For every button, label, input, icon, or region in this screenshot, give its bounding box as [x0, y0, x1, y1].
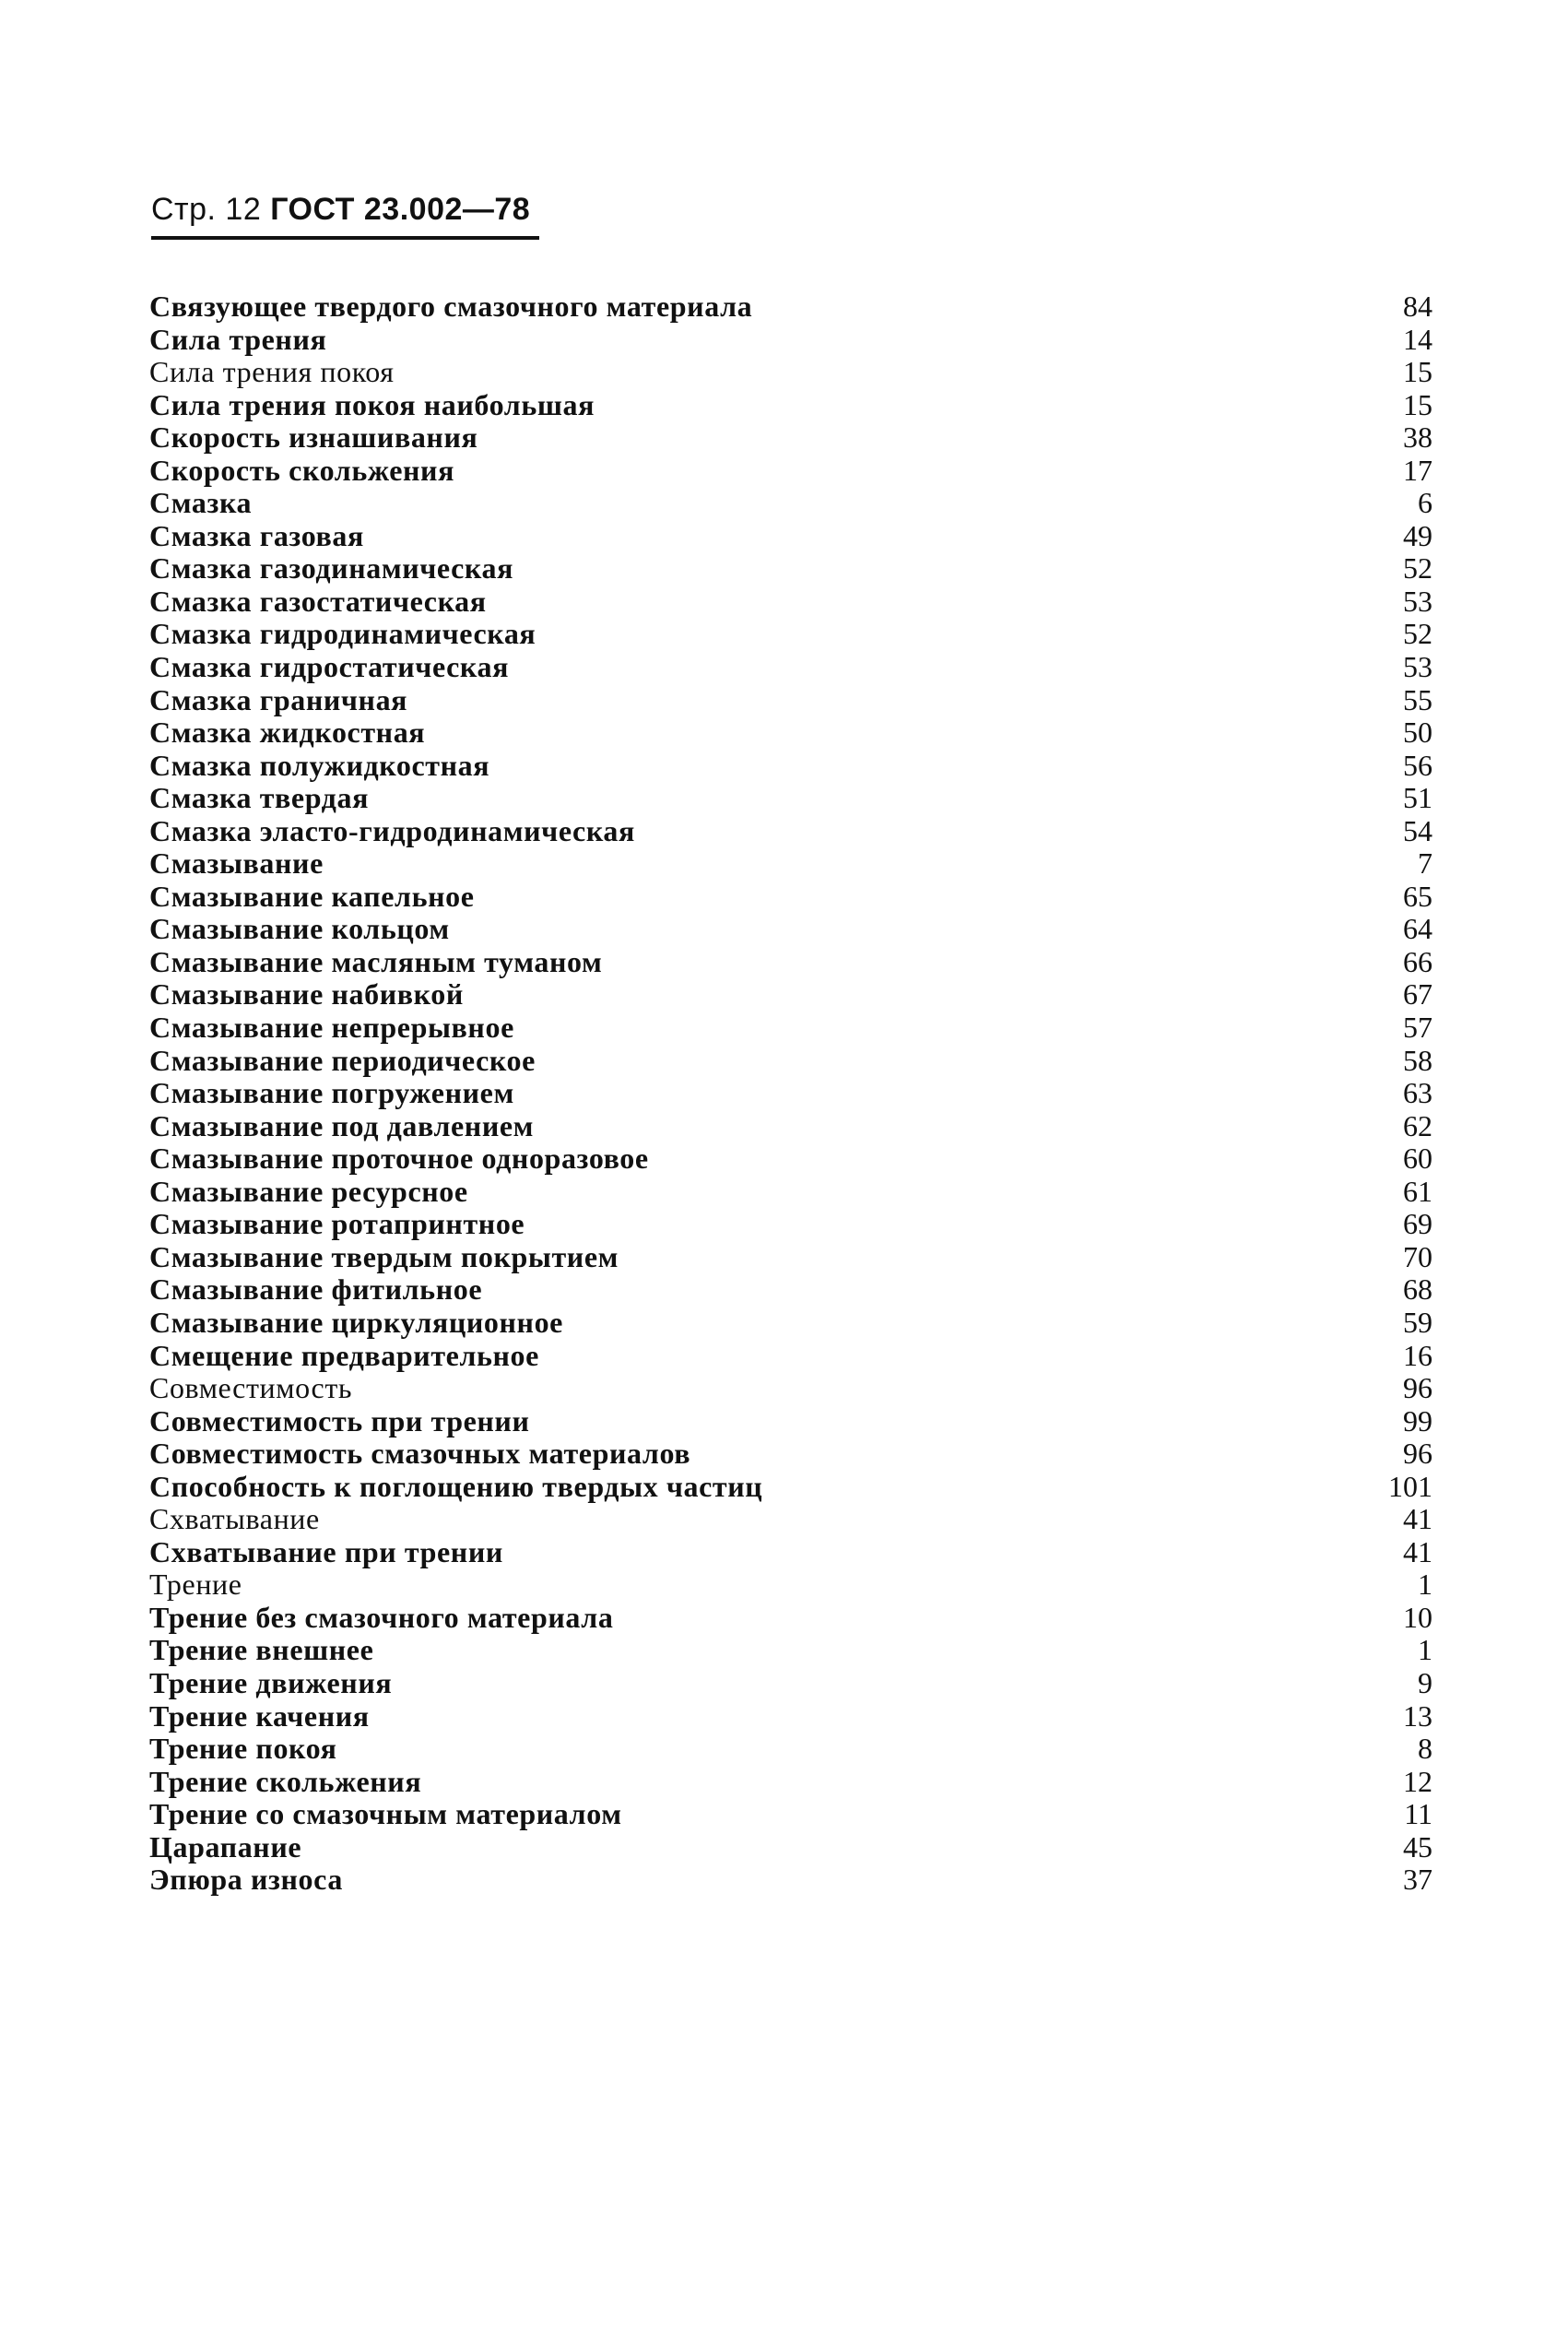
index-page-number: 8: [1418, 1732, 1432, 1766]
index-entry: [149, 586, 1432, 619]
index-entry: [149, 978, 1432, 1012]
index-entry: [149, 1176, 1432, 1209]
index-page-number: 96: [1403, 1437, 1432, 1471]
index-entry: [149, 1864, 1432, 1897]
index-page-number: 56: [1403, 748, 1432, 782]
index-page-number: 63: [1403, 1076, 1432, 1110]
index-term: Сила трения покоя наибольшая: [149, 387, 595, 421]
index-page-number: 1: [1418, 1633, 1432, 1667]
index-term: Смазывание фитильное: [149, 1272, 483, 1307]
running-header: [151, 192, 530, 228]
index-entry: [149, 881, 1432, 914]
index-term: Сила трения: [149, 322, 327, 356]
index-term: Эпюра износа: [149, 1863, 343, 1897]
index-page-number: 66: [1403, 944, 1432, 978]
index-entry: [149, 356, 1432, 389]
index-term: Смазка: [149, 486, 253, 520]
index-entry: [149, 1536, 1432, 1569]
index-term: Смазывание под давлением: [149, 1108, 535, 1142]
page-number-label: Стр. 12: [151, 192, 262, 227]
index-page-number: 16: [1403, 1338, 1432, 1372]
index-page-number: 7: [1418, 846, 1432, 881]
index-term: Смазка граничная: [149, 682, 408, 716]
index-term: Смазка газовая: [149, 518, 364, 552]
index-page-number: 14: [1403, 322, 1432, 356]
index-term: Трение со смазочным материалом: [149, 1797, 622, 1831]
index-term: Смазывание: [149, 846, 324, 881]
index-page-number: 50: [1403, 716, 1432, 750]
index-entry: [149, 389, 1432, 422]
index-page-number: 57: [1403, 1011, 1432, 1045]
index-page-number: 53: [1403, 584, 1432, 618]
index-entry: [149, 290, 1432, 324]
standard-designation: ГОСТ 23.002—78: [270, 192, 531, 227]
index-page-number: 60: [1403, 1142, 1432, 1176]
index-page-number: 101: [1388, 1469, 1432, 1503]
index-entry: [149, 1602, 1432, 1635]
index-term: Смазывание набивкой: [149, 977, 464, 1012]
index-term: Смазка эласто-гидродинамическая: [149, 813, 635, 847]
index-entry: [149, 1568, 1432, 1602]
index-page-number: 58: [1403, 1043, 1432, 1077]
index-page-number: 1: [1418, 1568, 1432, 1602]
alphabetical-term-index: [149, 290, 1432, 1897]
index-term: Смазывание ротапринтное: [149, 1207, 525, 1241]
index-term: Смазывание непрерывное: [149, 1011, 514, 1045]
index-page-number: 67: [1403, 977, 1432, 1012]
index-term: Трение покоя: [149, 1732, 337, 1766]
index-term: Схватывание: [149, 1502, 320, 1536]
index-page-number: 17: [1403, 453, 1432, 487]
index-term: Смазывание проточное одноразовое: [149, 1142, 649, 1176]
index-page-number: 52: [1403, 551, 1432, 586]
index-entry: [149, 1700, 1432, 1733]
index-page-number: 9: [1418, 1665, 1432, 1699]
index-page-number: 61: [1403, 1174, 1432, 1208]
index-term: Смазывание масляным туманом: [149, 944, 603, 978]
index-page-number: 99: [1403, 1403, 1432, 1438]
index-entry: [149, 1208, 1432, 1241]
index-page-number: 41: [1403, 1502, 1432, 1536]
index-entry: [149, 1077, 1432, 1110]
index-entry: [149, 1142, 1432, 1176]
index-entry: [149, 520, 1432, 553]
index-entry: [149, 651, 1432, 684]
index-entry: [149, 1831, 1432, 1864]
index-page-number: 49: [1403, 518, 1432, 552]
index-page-number: 59: [1403, 1305, 1432, 1339]
index-page-number: 15: [1403, 355, 1432, 389]
index-term: Сила трения покоя: [149, 355, 395, 389]
index-entry: [149, 1340, 1432, 1373]
index-term: Совместимость при трении: [149, 1403, 530, 1438]
index-term: Скорость скольжения: [149, 453, 455, 487]
index-term: Трение внешнее: [149, 1633, 374, 1667]
index-entry: [149, 815, 1432, 848]
index-page-number: 62: [1403, 1108, 1432, 1142]
index-entry: [149, 1307, 1432, 1340]
index-entry: [149, 421, 1432, 455]
index-term: Совместимость: [149, 1371, 353, 1405]
index-entry: [149, 847, 1432, 881]
index-term: Смазка гидростатическая: [149, 650, 510, 684]
index-page-number: 37: [1403, 1863, 1432, 1897]
index-entry: [149, 1733, 1432, 1766]
index-term: Связующее твердого смазочного материала: [149, 290, 753, 323]
index-entry: [149, 1667, 1432, 1700]
index-page-number: 69: [1403, 1207, 1432, 1241]
index-term: Трение движения: [149, 1665, 393, 1699]
index-entry: [149, 1798, 1432, 1831]
index-entry: [149, 1045, 1432, 1078]
index-term: Смазывание кольцом: [149, 912, 450, 946]
index-page-number: 64: [1403, 912, 1432, 946]
index-entry: [149, 684, 1432, 717]
index-term: Схватывание при трении: [149, 1534, 503, 1568]
index-term: Трение без смазочного материала: [149, 1600, 614, 1634]
index-entry: [149, 455, 1432, 488]
index-entry: [149, 618, 1432, 651]
index-page-number: 45: [1403, 1829, 1432, 1864]
index-page-number: 11: [1404, 1797, 1432, 1831]
index-entry: [149, 1012, 1432, 1045]
index-term: Трение скольжения: [149, 1764, 422, 1798]
index-page-number: 54: [1403, 813, 1432, 847]
index-entry: [149, 487, 1432, 520]
index-page-number: 10: [1403, 1600, 1432, 1634]
index-entry: [149, 324, 1432, 357]
index-term: Смазка жидкостная: [149, 716, 426, 750]
index-page-number: 12: [1403, 1764, 1432, 1798]
index-term: Смазывание периодическое: [149, 1043, 536, 1077]
index-page-number: 55: [1403, 682, 1432, 716]
index-entry: [149, 1766, 1432, 1799]
index-entry: [149, 1372, 1432, 1405]
index-entry: [149, 1405, 1432, 1438]
index-term: Смещение предварительное: [149, 1338, 539, 1372]
index-page-number: 70: [1403, 1239, 1432, 1273]
index-entry: [149, 782, 1432, 815]
index-term: Смазывание ресурсное: [149, 1174, 468, 1208]
index-term: Смазка твердая: [149, 781, 369, 815]
index-term: Царапание: [149, 1829, 302, 1864]
index-entry: [149, 1110, 1432, 1143]
index-page-number: 6: [1418, 486, 1432, 520]
index-entry: [149, 716, 1432, 750]
index-entry: [149, 1634, 1432, 1667]
index-term: Скорость изнашивания: [149, 420, 478, 455]
index-term: Смазка гидродинамическая: [149, 617, 536, 651]
index-term: Смазка полужидкостная: [149, 748, 490, 782]
index-entry: [149, 1438, 1432, 1471]
index-page-number: 15: [1403, 387, 1432, 421]
index-page-number: 84: [1403, 290, 1432, 323]
index-term: Смазывание капельное: [149, 879, 475, 913]
index-entry: [149, 1503, 1432, 1536]
index-page-number: 96: [1403, 1371, 1432, 1405]
index-page-number: 41: [1403, 1534, 1432, 1568]
index-entry: [149, 1273, 1432, 1307]
index-entry: [149, 913, 1432, 946]
index-page-number: 38: [1403, 420, 1432, 455]
index-page-number: 51: [1403, 781, 1432, 815]
index-term: Смазывание циркуляционное: [149, 1305, 563, 1339]
index-entry: [149, 552, 1432, 586]
index-term: Трение качения: [149, 1698, 370, 1733]
index-term: Смазывание твердым покрытием: [149, 1239, 619, 1273]
index-entry: [149, 946, 1432, 979]
index-page-number: 13: [1403, 1698, 1432, 1733]
index-term: Смазка газодинамическая: [149, 551, 513, 586]
index-term: Способность к поглощению твердых частиц: [149, 1469, 763, 1503]
index-term: Трение: [149, 1568, 242, 1602]
index-page-number: 53: [1403, 650, 1432, 684]
index-entry: [149, 1471, 1432, 1504]
header-rule: [151, 236, 539, 240]
index-page-number: 65: [1403, 879, 1432, 913]
index-term: Смазывание погружением: [149, 1076, 514, 1110]
index-entry: [149, 1241, 1432, 1274]
index-term: Совместимость смазочных материалов: [149, 1437, 691, 1471]
index-term: Смазка газостатическая: [149, 584, 487, 618]
index-entry: [149, 750, 1432, 783]
index-page-number: 52: [1403, 617, 1432, 651]
index-page-number: 68: [1403, 1272, 1432, 1307]
